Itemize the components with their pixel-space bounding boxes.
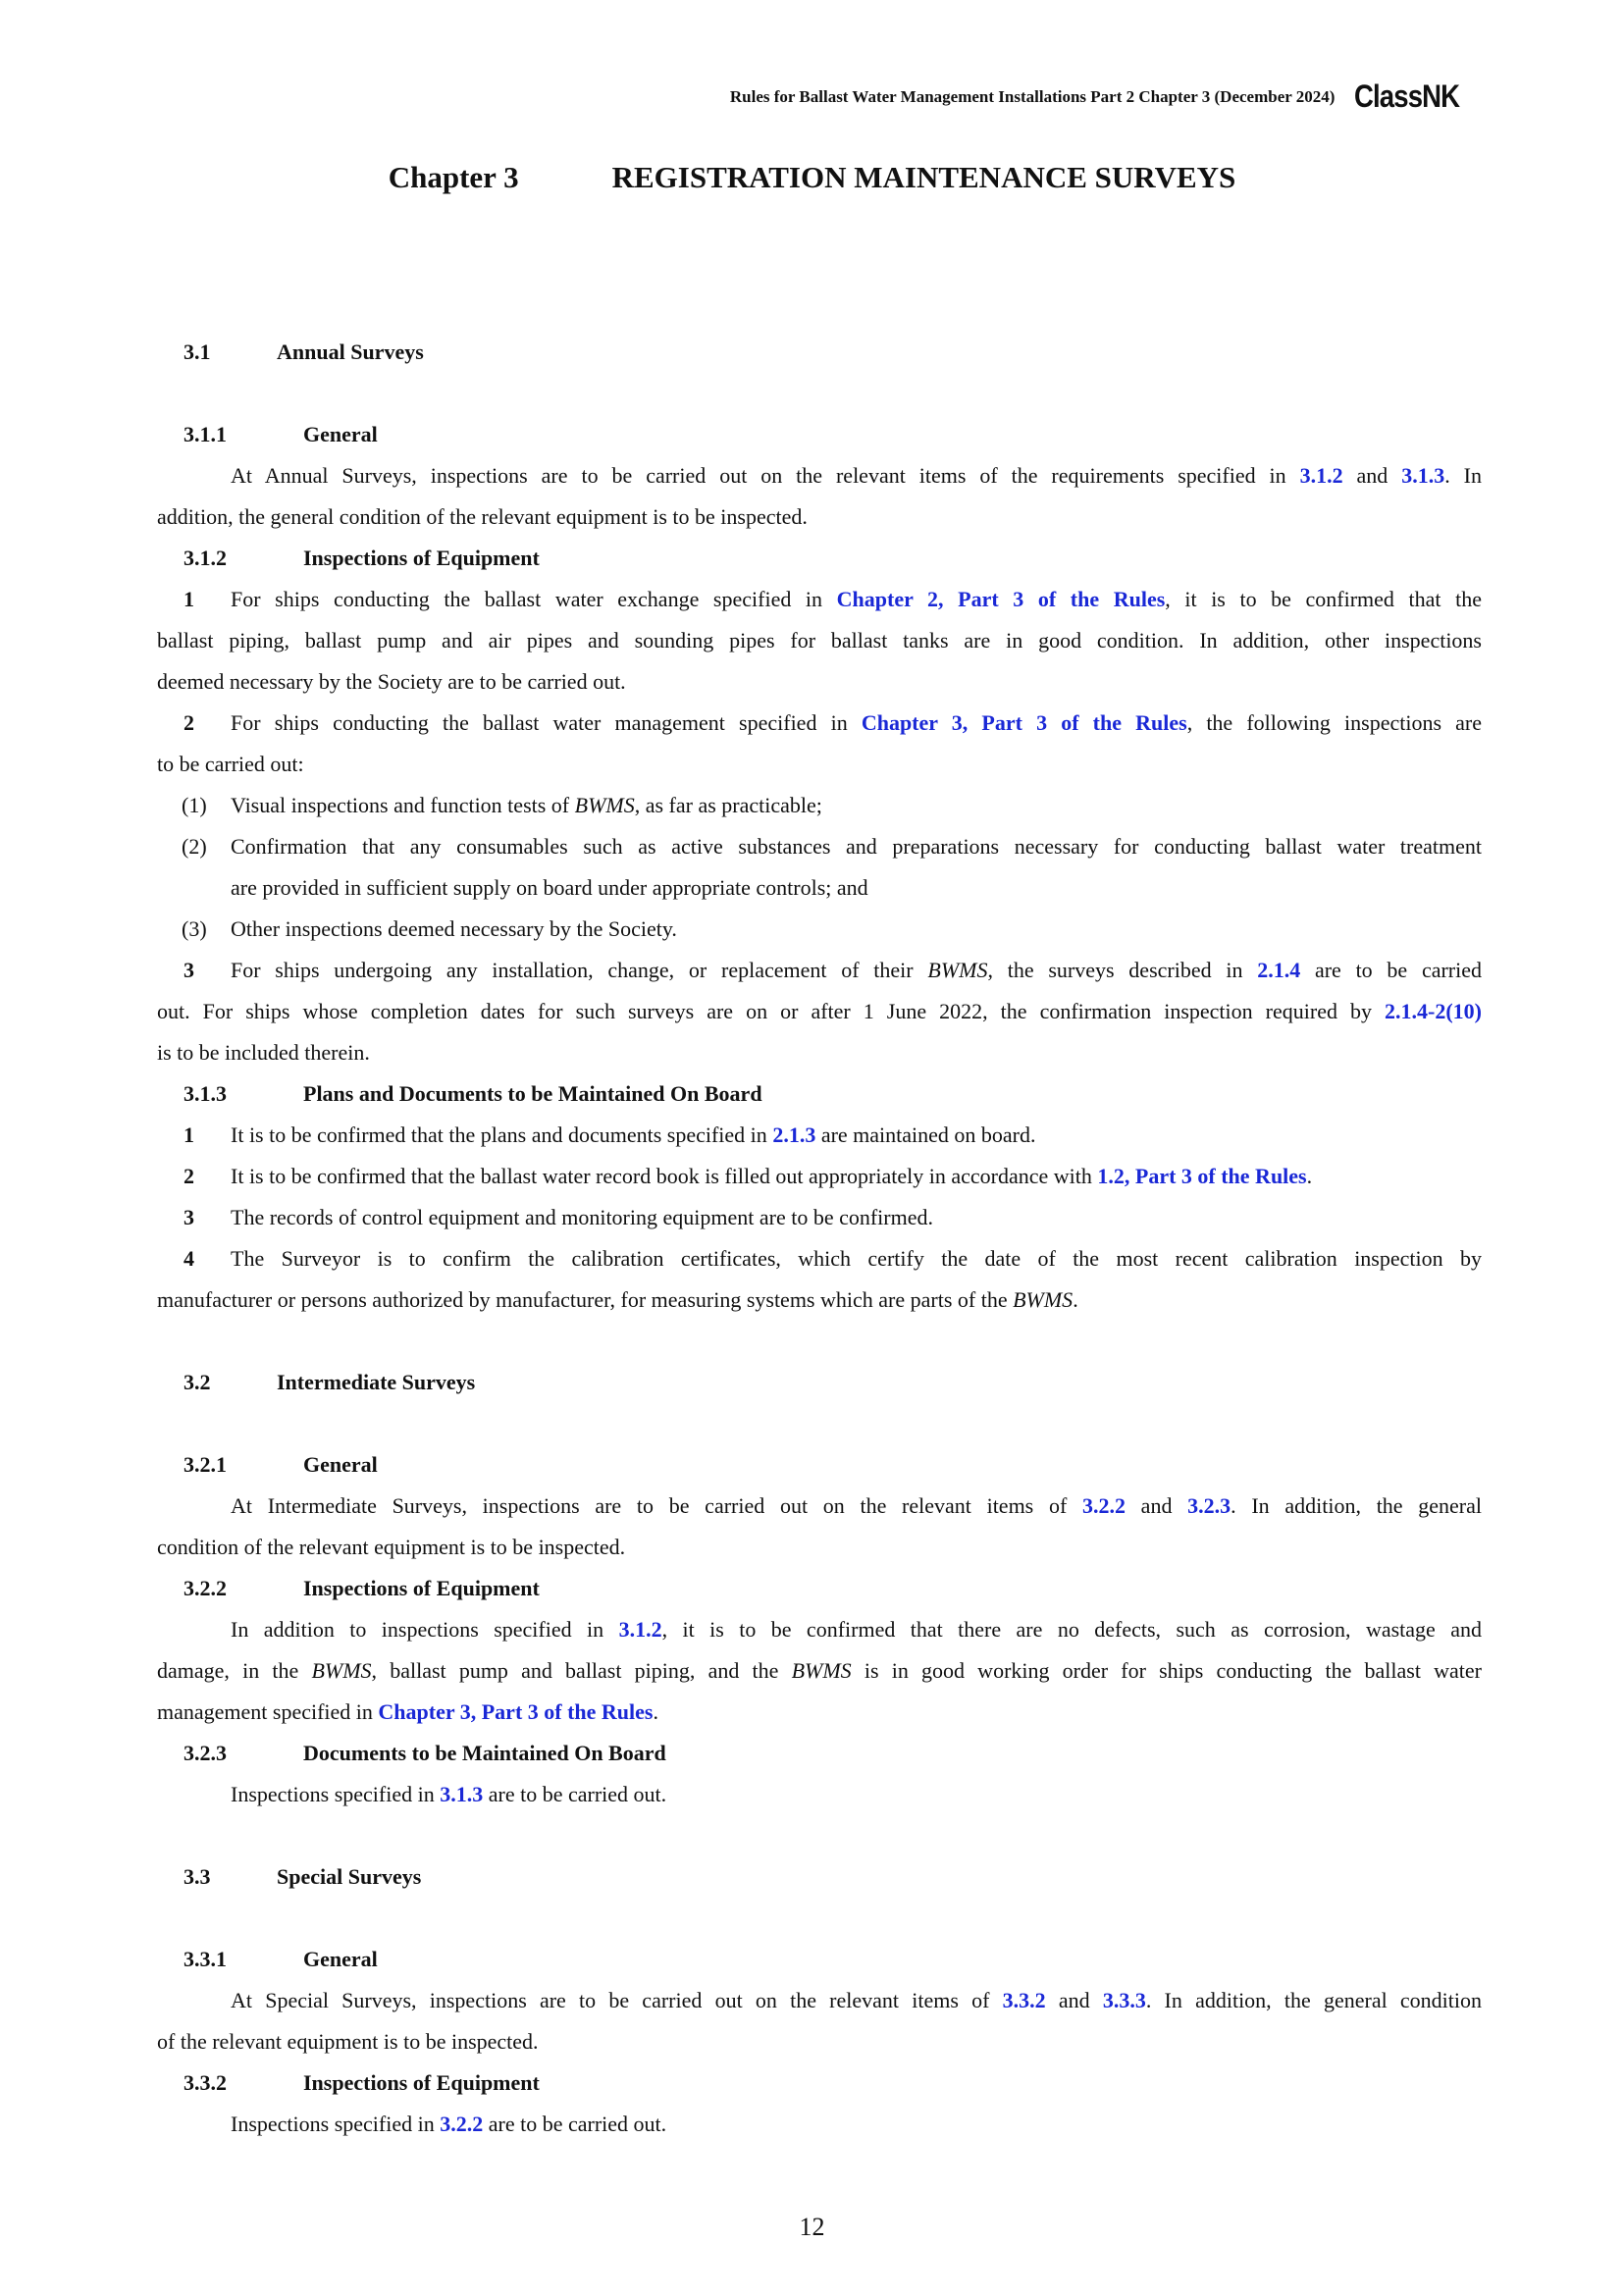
numbered-item: 1 For ships conducting the ballast water exchange specified in Chapter 2, Part 3 of the Rules, it is to be confirmed that the — [183, 587, 1482, 611]
ref-link[interactable]: 3.3.3 — [1102, 1988, 1146, 2012]
numbered-item: 3 The records of control equipment and monitoring equipment are to be confirmed. — [183, 1205, 933, 1229]
paragraph: Inspections specified in 3.1.3 are to be carried out. — [231, 1782, 667, 1806]
classnk-logo: ClassNK — [1354, 78, 1460, 114]
numbered-item: 3 For ships undergoing any installation, change, or replacement of their BWMS, the surveys described in 2.1.4 are to be carried — [183, 958, 1483, 982]
paragraph-continued: management specified in Chapter 3, Part 3 of the Rules. — [157, 1699, 658, 1724]
section-heading-3-3: 3.3 Special Surveys — [183, 1864, 422, 1889]
subsection-heading-3-2-1: 3.2.1 General — [183, 1452, 378, 1477]
numbered-item: 1 It is to be confirmed that the plans and documents specified in 2.1.3 are maintained on board. — [183, 1122, 1036, 1147]
ref-link[interactable]: 2.1.3 — [772, 1122, 816, 1147]
numbered-item: 2 It is to be confirmed that the ballast water record book is filled out appropriately in accordance with 1.2, Part 3 of the Rules. — [183, 1164, 1313, 1188]
page-number: 12 — [799, 2213, 825, 2241]
ref-link[interactable]: Chapter 3, Part 3 of the Rules — [861, 710, 1187, 735]
ref-link[interactable]: 3.1.2 — [618, 1617, 662, 1642]
numbered-item: 2 For ships conducting the ballast water management specified in Chapter 3, Part 3 of the Rules, the following inspections are — [183, 710, 1482, 735]
chapter-number: Chapter 3 — [388, 160, 519, 194]
ref-link[interactable]: 3.1.3 — [1401, 463, 1445, 488]
ref-link[interactable]: 2.1.4-2(10) — [1385, 999, 1482, 1023]
paragraph-continued: damage, in the BWMS, ballast pump and ballast piping, and the BWMS is in good working order for ships conducting the ballast water — [157, 1658, 1482, 1683]
ref-link[interactable]: 1.2, Part 3 of the Rules — [1097, 1164, 1307, 1188]
ref-link[interactable]: Chapter 3, Part 3 of the Rules — [378, 1699, 654, 1724]
paragraph-continued: deemed necessary by the Society are to be carried out. — [157, 669, 626, 694]
subsection-heading-3-2-3: 3.2.3 Documents to be Maintained On Board — [183, 1741, 666, 1765]
section-heading-3-1: 3.1 Annual Surveys — [183, 339, 424, 364]
list-item: (2) Confirmation that any consumables such as active substances and preparations necessary for conducting ballast water treatment — [182, 834, 1482, 859]
ref-link[interactable]: 3.2.3 — [1187, 1493, 1231, 1518]
list-item: (1) Visual inspections and function tests of BWMS, as far as practicable; — [182, 793, 822, 817]
section-heading-3-2: 3.2 Intermediate Surveys — [183, 1370, 476, 1394]
ref-link[interactable]: 3.1.3 — [440, 1782, 484, 1806]
running-title: Rules for Ballast Water Management Installations Part 2 Chapter 3 (December 2024) — [729, 86, 1336, 106]
subsection-heading-3-1-1: 3.1.1 General — [183, 422, 378, 446]
ref-link[interactable]: 3.3.2 — [1002, 1988, 1046, 2012]
subsection-heading-3-3-2: 3.3.2 Inspections of Equipment — [183, 2070, 540, 2095]
subsection-heading-3-1-3: 3.1.3 Plans and Documents to be Maintained On Board — [183, 1081, 762, 1106]
paragraph: At Annual Surveys, inspections are to be carried out on the relevant items of the requirements specified in 3.1.2 and 3.1.3. In — [231, 463, 1482, 488]
paragraph-continued: manufacturer or persons authorized by manufacturer, for measuring systems which are parts of the BWMS. — [157, 1287, 1078, 1312]
ref-link[interactable]: 3.1.2 — [1299, 463, 1343, 488]
ref-link[interactable]: 3.2.2 — [1081, 1493, 1126, 1518]
ref-link[interactable]: Chapter 2, Part 3 of the Rules — [836, 587, 1166, 611]
running-header — [730, 78, 1477, 115]
list-item-continued: are provided in sufficient supply on board under appropriate controls; and — [231, 875, 868, 900]
list-item: (3) Other inspections deemed necessary by the Society. — [182, 916, 677, 941]
paragraph-continued: to be carried out: — [157, 752, 304, 776]
chapter-title: REGISTRATION MAINTENANCE SURVEYS — [611, 160, 1236, 194]
paragraph: Inspections specified in 3.2.2 are to be carried out. — [231, 2112, 667, 2136]
paragraph-continued: out. For ships whose completion dates for such surveys are on or after 1 June 2022, the confirmation inspection required by 2.1.4-2(10) — [157, 999, 1482, 1023]
paragraph-continued: is to be included therein. — [157, 1040, 370, 1065]
subsection-heading-3-3-1: 3.3.1 General — [183, 1947, 378, 1971]
ref-link[interactable]: 3.2.2 — [440, 2112, 484, 2136]
chapter-heading — [0, 160, 1624, 195]
paragraph-continued: addition, the general condition of the relevant equipment is to be inspected. — [157, 504, 808, 529]
paragraph-continued: ballast piping, ballast pump and air pipes and sounding pipes for ballast tanks are in good condition. In addition, other inspections — [157, 628, 1482, 652]
paragraph: At Special Surveys, inspections are to be carried out on the relevant items of 3.3.2 and 3.3.3. In addition, the general condition — [231, 1988, 1483, 2012]
paragraph-continued: condition of the relevant equipment is to be inspected. — [157, 1535, 626, 1559]
paragraph: At Intermediate Surveys, inspections are to be carried out on the relevant items of 3.2.2 and 3.2.3. In addition, the general — [231, 1493, 1482, 1518]
paragraph: In addition to inspections specified in 3.1.2, it is to be confirmed that there are no defects, such as corrosion, wastage and — [231, 1617, 1482, 1642]
numbered-item: 4 The Surveyor is to confirm the calibration certificates, which certify the date of the most recent calibration inspection by — [183, 1246, 1482, 1271]
subsection-heading-3-1-2: 3.1.2 Inspections of Equipment — [183, 546, 540, 570]
subsection-heading-3-2-2: 3.2.2 Inspections of Equipment — [183, 1576, 540, 1600]
ref-link[interactable]: 2.1.4 — [1257, 958, 1301, 982]
document-body — [157, 332, 1482, 2145]
paragraph-continued: of the relevant equipment is to be inspected. — [157, 2029, 539, 2054]
